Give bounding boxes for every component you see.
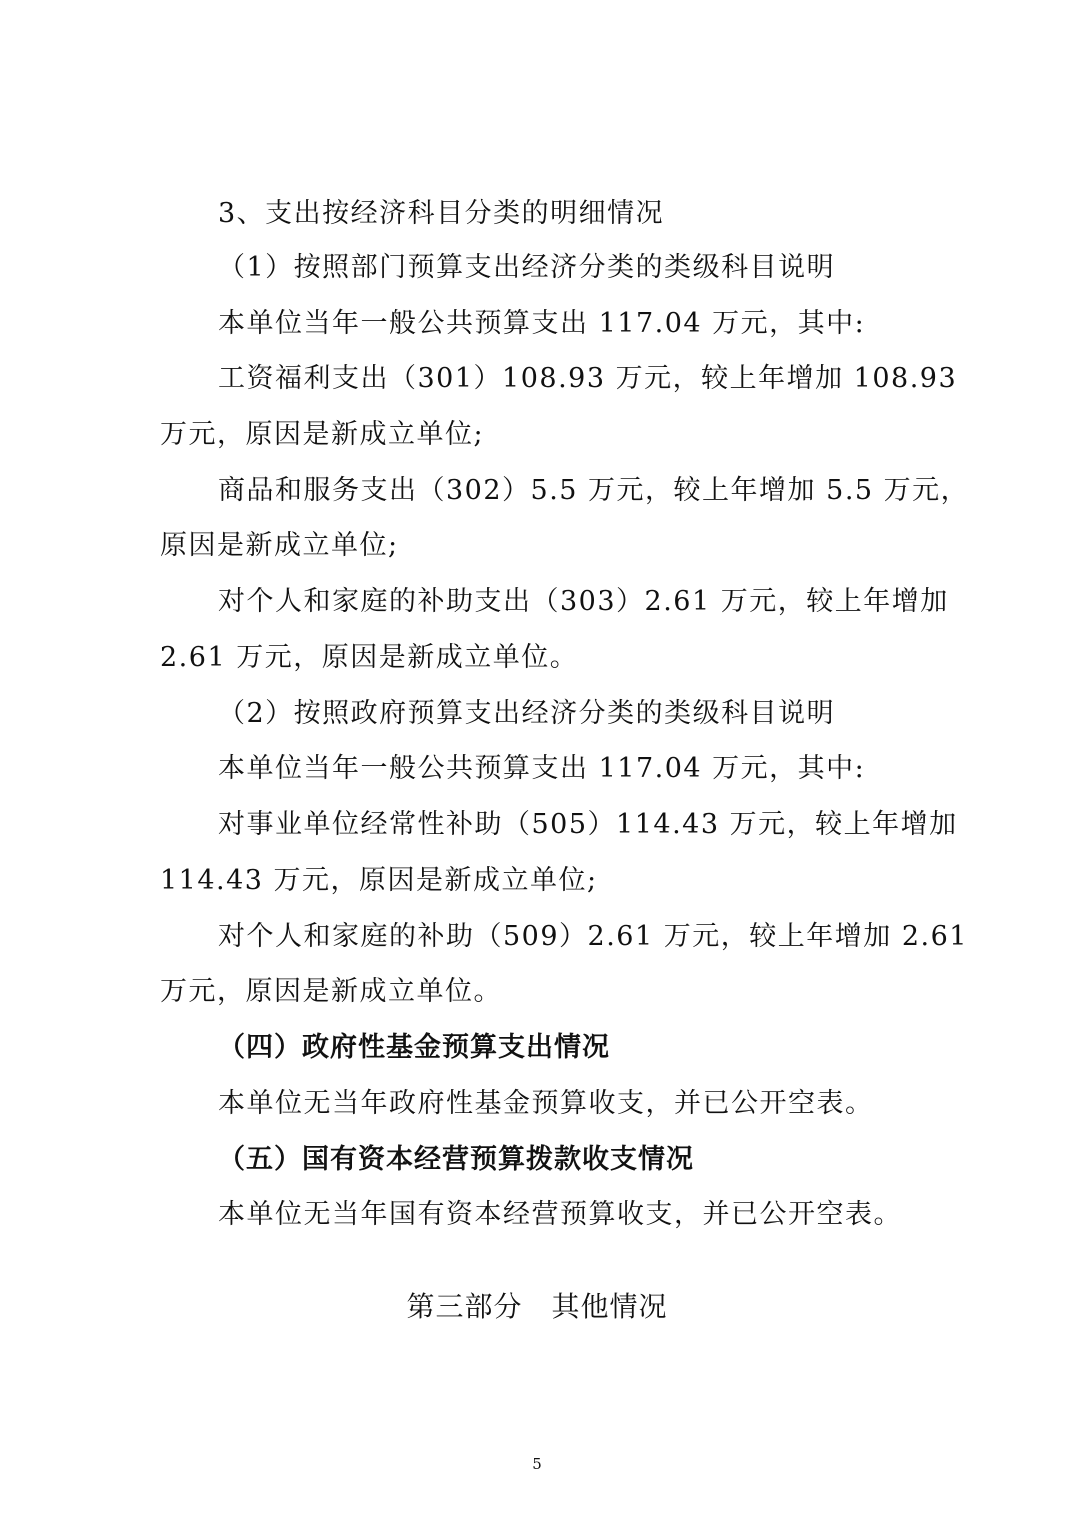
paragraph-text: 对个人和家庭的补助（509）2.61 万元，较上年增加 2.61	[218, 921, 968, 952]
paragraph-text: 本单位当年一般公共预算支出 117.04 万元，其中:	[218, 753, 866, 784]
paragraph-text-continued: 万元，原因是新成立单位;	[160, 419, 485, 450]
section-heading-5: （五）国有资本经营预算拨款收支情况	[218, 1144, 694, 1175]
part-three-title: 第三部分 其他情况	[406, 1290, 668, 1323]
paragraph-text-continued: 万元，原因是新成立单位。	[160, 976, 502, 1007]
paragraph-text: 商品和服务支出（302）5.5 万元，较上年增加 5.5 万元，	[218, 475, 970, 506]
paragraph-text: 对事业单位经常性补助（505）114.43 万元，较上年增加	[218, 809, 958, 840]
paragraph-text: 工资福利支出（301）108.93 万元，较上年增加 108.93	[218, 363, 958, 394]
page-number: 5	[532, 1455, 542, 1473]
paragraph-text-continued: 2.61 万元，原因是新成立单位。	[160, 642, 579, 673]
paragraph-text-continued: 原因是新成立单位;	[160, 530, 399, 561]
paragraph-subheading-2: （2）按照政府预算支出经济分类的类级科目说明	[218, 698, 836, 729]
paragraph-text-continued: 114.43 万元，原因是新成立单位;	[160, 865, 598, 896]
paragraph-subheading-1: （1）按照部门预算支出经济分类的类级科目说明	[218, 252, 836, 283]
paragraph-heading-3: 3、支出按经济科目分类的明细情况	[218, 198, 665, 229]
paragraph-text: 本单位无当年政府性基金预算收支，并已公开空表。	[218, 1088, 874, 1119]
section-heading-4: （四）政府性基金预算支出情况	[218, 1032, 610, 1063]
paragraph-text: 对个人和家庭的补助支出（303）2.61 万元，较上年增加	[218, 586, 949, 617]
paragraph-text: 本单位无当年国有资本经营预算收支，并已公开空表。	[218, 1199, 902, 1230]
paragraph-text: 本单位当年一般公共预算支出 117.04 万元，其中:	[218, 308, 866, 339]
